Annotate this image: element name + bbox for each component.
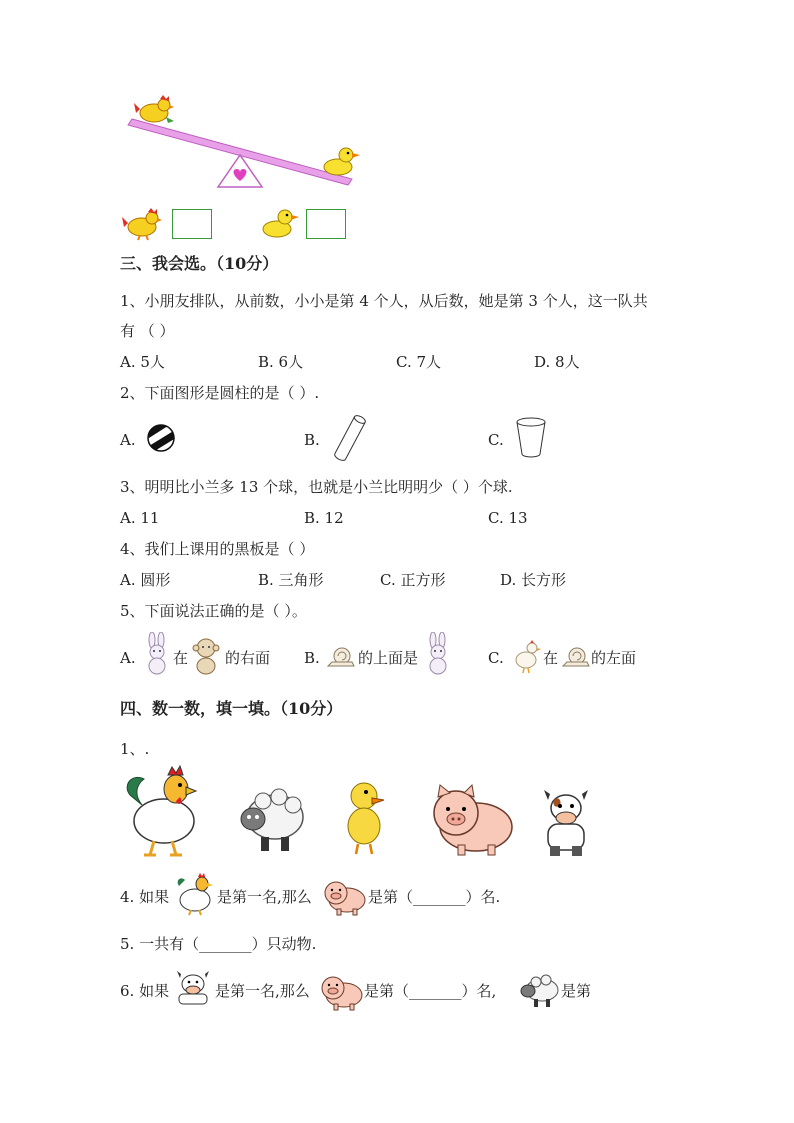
- s4-q5-text: 5. 一共有（_______）只动物.: [120, 935, 317, 953]
- s4-q4-prefix: 4. 如果: [120, 888, 170, 906]
- cup-icon: [514, 416, 548, 458]
- pig-icon: [428, 783, 516, 858]
- q5-c-end: 的左面: [591, 649, 637, 667]
- pig-icon: [318, 973, 364, 1011]
- q5-a-label: A.: [120, 649, 136, 667]
- duck-icon: [257, 205, 302, 241]
- answer-box-hen[interactable]: [172, 209, 212, 239]
- q3-text: 3、明明比小兰多 13 个球，也就是小兰比明明少（ ）个球.: [120, 478, 513, 496]
- s4-q6-mid: 是第一名,那么: [215, 982, 310, 1000]
- q1-text-line1: 1、小朋友排队，从前数，小小是第 4 个人，从后数，她是第 3 个人，这一队共: [120, 292, 648, 310]
- q5-c-label: C.: [488, 649, 504, 667]
- s4-q4-suffix: 是第（_______）名.: [368, 888, 501, 906]
- q5-text: 5、下面说法正确的是（ ）。: [120, 602, 307, 620]
- q1-option-c[interactable]: C. 7人: [396, 353, 442, 371]
- rooster-icon: [175, 872, 217, 916]
- q3-option-b[interactable]: B. 12: [304, 509, 344, 527]
- q1-option-a[interactable]: A. 5人: [120, 353, 165, 371]
- section-4-title: 四、数一数，填一填。（10分）: [120, 699, 343, 718]
- section-3-title: 三、我会选。（10分）: [120, 254, 279, 273]
- sheep-icon: [235, 783, 307, 855]
- q4-option-a[interactable]: A. 圆形: [120, 571, 171, 589]
- q5-a-end: 的右面: [225, 649, 271, 667]
- cow-icon: [173, 970, 213, 1006]
- duck-icon: [324, 148, 360, 175]
- q2-text: 2、下面图形是圆柱的是（ ）.: [120, 384, 320, 402]
- q2-option-c[interactable]: C.: [488, 431, 504, 449]
- snail-icon: [561, 644, 591, 670]
- cylinder-icon: [330, 412, 370, 464]
- q2-option-b[interactable]: B.: [304, 431, 320, 449]
- chicken-icon: [512, 638, 542, 674]
- q4-option-b[interactable]: B. 三角形: [258, 571, 324, 589]
- duckling-icon: [344, 780, 388, 858]
- q1-text-line2: 有 （ ）: [120, 322, 175, 340]
- answer-box-duck[interactable]: [306, 209, 346, 239]
- hen-icon: [134, 95, 174, 123]
- seesaw-svg: [120, 95, 370, 195]
- cow-icon: [540, 788, 592, 858]
- rabbit-icon: [424, 632, 452, 676]
- snail-icon: [326, 644, 356, 670]
- q5-c-mid: 在: [543, 649, 559, 667]
- s4-q6-mid2: 是第（_______）名,: [364, 982, 497, 1000]
- sheep-icon: [518, 974, 560, 1008]
- q2-option-a[interactable]: A.: [120, 431, 136, 449]
- answer-row-seesaw: [120, 205, 360, 241]
- rooster-icon: [122, 765, 204, 860]
- q1-option-b[interactable]: B. 6人: [258, 353, 304, 371]
- s4-q1-label: 1、.: [120, 740, 150, 758]
- q4-text: 4、我们上课用的黑板是（ ）: [120, 540, 315, 558]
- q4-option-c[interactable]: C. 正方形: [380, 571, 446, 589]
- rabbit-icon: [143, 632, 171, 676]
- hen-icon: [120, 205, 165, 241]
- q5-option-c[interactable]: [488, 648, 504, 668]
- q5-b-mid: 的上面是: [358, 649, 419, 667]
- q4-option-d[interactable]: D. 长方形: [500, 571, 567, 589]
- pig-icon: [321, 878, 367, 916]
- monkey-icon: [191, 636, 223, 676]
- q1-option-d[interactable]: D. 8人: [534, 353, 580, 371]
- striped-ball-icon: [145, 422, 177, 454]
- s4-q6-suffix: 是第: [561, 982, 592, 1000]
- q5-option-b[interactable]: [304, 648, 320, 668]
- q5-a-mid: 在: [173, 649, 189, 667]
- q5-option-a[interactable]: [120, 648, 136, 668]
- q3-option-c[interactable]: C. 13: [488, 509, 528, 527]
- s4-q6-prefix: 6. 如果: [120, 982, 170, 1000]
- q3-option-a[interactable]: A. 11: [120, 509, 160, 527]
- seesaw-illustration: [120, 95, 370, 195]
- q5-b-label: B.: [304, 649, 320, 667]
- s4-q4-mid: 是第一名,那么: [217, 888, 312, 906]
